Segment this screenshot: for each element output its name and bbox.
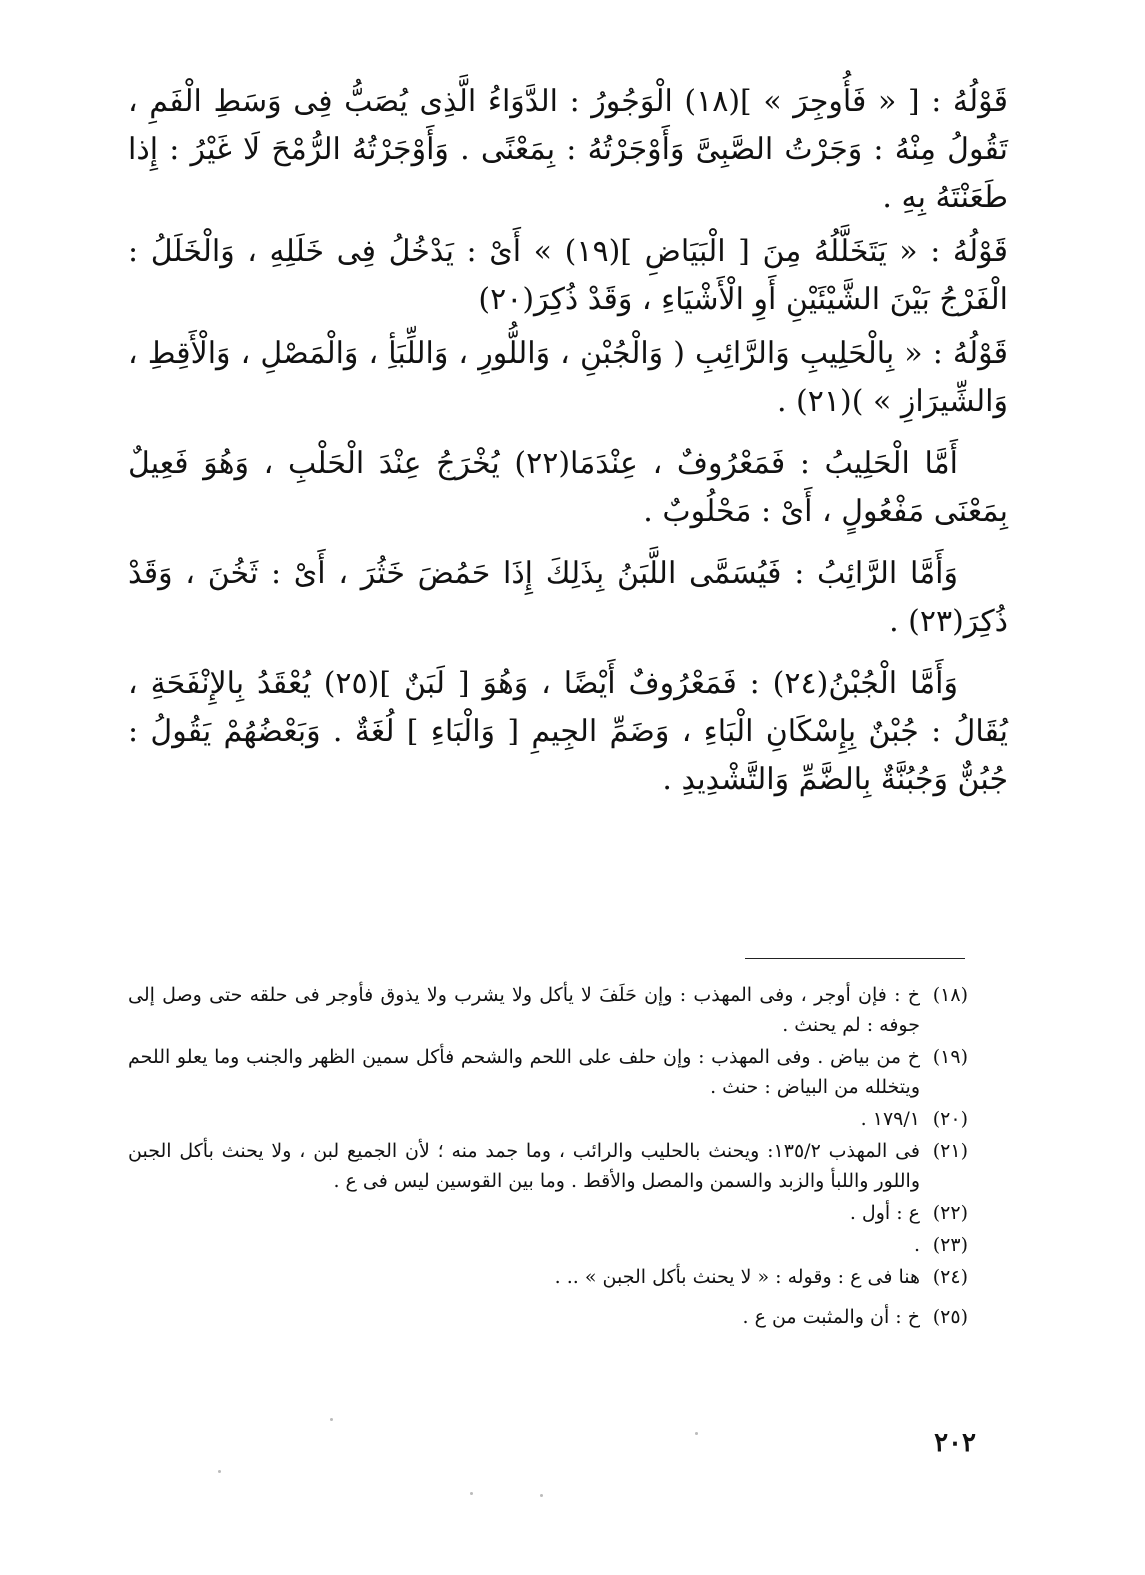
footnote [128,1198,968,1228]
footnote-text: . [913,1234,920,1256]
footnote [128,980,968,1040]
footnote [128,1136,968,1196]
footnote-divider [745,958,965,959]
footnote-text: هنا فى ع : وقوله : « لا يحنث بأكل الجبن » .. . [554,1266,920,1288]
footnote-text: خ : أن والمثبت من ع . [742,1306,920,1328]
footnote [128,1262,968,1292]
footnote-number: (٢٤) [932,1266,968,1288]
footnote-number: (١٩) [932,1046,968,1068]
footnote-text: ١٧٩/١ . [860,1108,920,1130]
paragraph-5: وَأَمَّا الرَّائِبُ : فَيُسَمَّى اللَّبَنُ بِذَلِكَ إِذَا حَمُضَ خَثُرَ ، أَىْ : ثَخُنَ ، وَقَدْ ذُكِرَ(٢٣) . [128,556,1008,639]
main-text-body [128,78,1008,810]
footnote-number: (٢٥) [932,1306,968,1328]
footnotes-section [128,980,968,1334]
paragraph-6: وَأَمَّا الْجُبْنُ(٢٤) : فَمَعْرُوفٌ أَيْضًا ، وَهُوَ [ لَبَنٌ ](٢٥) يُعْقَدُ بِالإِنْفَحَةِ ، يُقَالُ : جُبْنٌ بِإِسْكَانِ الْبَاءِ ، وَضَمِّ الجِيمِ [ وَالْبَاءِ ] لُغَةٌ . وَبَعْضُهُمْ يَقُولُ : جُبُنٌّ وَجُبُنَّةٌ بِالضَّمِّ وَالتَّشْدِيدِ . [128,666,1008,797]
paragraph-4: أَمَّا الْحَلِيبُ : فَمَعْرُوفٌ ، عِنْدَمَا(٢٢) يُخْرَجُ عِنْدَ الْحَلْبِ ، وَهُوَ فَعِيلٌ بِمَعْنَى مَفْعُولٍ ، أَىْ : مَحْلُوبٌ . [128,446,1008,529]
footnote [128,1302,968,1332]
scan-speck [695,1432,698,1435]
footnote-number: (٢١) [932,1140,968,1162]
footnote-number: (٢٠) [932,1108,968,1130]
footnote-text: فى المهذب ١٣٥/٢: ويحنث بالحليب والرائب ، وما جمد منه ؛ لأن الجميع لبن ، ولا يحنث بأكل الجبن واللور واللبأ والزبد والسمن والمصل والأقط . وما بين القوسين ليس فى ع . [128,1140,921,1192]
scan-speck [470,1492,473,1495]
footnote-text: ع : أول . [849,1202,920,1224]
paragraph-2: قَوْلُهُ : « يَتَخَلَّلُهُ مِنَ [ الْبَيَاضِ ](١٩) » أَىْ : يَدْخُلُ فِى خَلَلِهِ ، وَالْخَلَلُ : الْفَرْجُ بَيْنَ الشَّيْئَيْنِ أَوِ الْأَشْيَاءِ ، وَقَدْ ذُكِرَ(٢٠) [128,234,1008,317]
scan-speck [540,1494,543,1497]
scan-speck [218,1470,221,1473]
page-number: ٢٠٢ [934,1428,976,1458]
footnote-text: خ من بياض . وفى المهذب : وإن حلف على اللحم والشحم فأكل سمين الظهر والجنب وما يعلو اللحم ويتخلله من البياض : حنث . [128,1046,920,1098]
footnote-number: (٢٢) [932,1202,968,1224]
footnote-number: (١٨) [932,984,968,1006]
footnote [128,1104,968,1134]
paragraph-1: قَوْلُهُ : [ « فَأُوجِرَ » ](١٨) الْوَجُورُ : الدَّوَاءُ الَّذِى يُصَبُّ فِى وَسَطِ الْفَمِ ، تَقُولُ مِنْهُ : وَجَرْتُ الصَّبِىَّ وَأَوْجَرْتُهُ : بِمَعْنًى . وَأَوْجَرْتُهُ الرُّمْحَ لَا غَيْرُ : إِذا طَعَنْتَهُ بِهِ . [128,84,1008,215]
footnote [128,1042,968,1102]
footnote-text: خ : فإن أوجر ، وفى المهذب : وإن حَلَفَ لا يأكل ولا يشرب ولا يذوق فأوجر فى حلقه حتى وصل إلى جوفه : لم يحنث . [128,984,920,1036]
footnote-number: (٢٣) [932,1234,968,1256]
footnote [128,1230,968,1260]
paragraph-3: قَوْلُهُ : « بِالْحَلِيبِ وَالرَّائِبِ ( وَالْجُبْنِ ، وَاللُّورِ ، وَاللِّبَأِ ، وَالْمَصْلِ ، وَالْأَقِطِ ، وَالشِّيرَازِ » )(٢١) . [128,336,1008,419]
scan-speck [330,1418,333,1421]
